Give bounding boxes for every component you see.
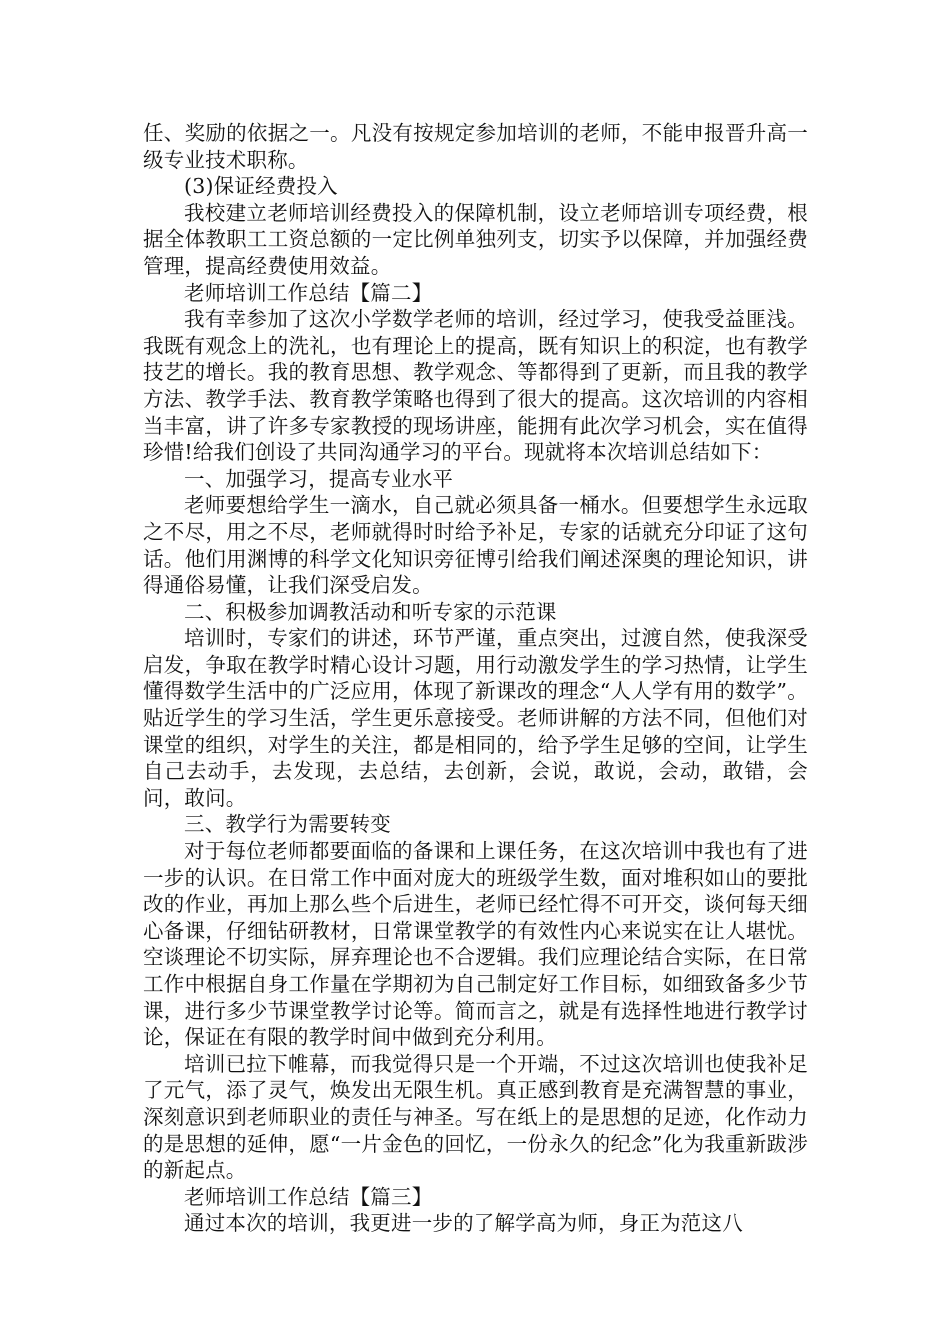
section-heading-three: 三、教学行为需要转变 (184, 812, 391, 837)
document-body (143, 120, 808, 1237)
paragraph-section-two: 培训时，专家们的讲述，环节严谨，重点突出，过渡自然，使我深受启发，争取在教学时精心设计习题，用行动激发学生的学习热情，让学生懂得数学生活中的广泛应用，体现了新课改的理念“人人学有用的数学”。贴近学生的学习生活，学生更乐意接受。老师讲解的方法不同，但他们对课堂的组织，对学生的关注，都是相同的，给予学生足够的空间，让学生自己去动手，去发现，去总结，去创新，会说，敢说，会动，敢错，会问，敢问。 (143, 626, 808, 810)
paragraph-conclusion: 培训已拉下帷幕，而我觉得只是一个开端，不过这次培训也使我补足了元气，添了灵气，焕发出无限生机。真正感到教育是充满智慧的事业，深刻意识到老师职业的责任与神圣。写在纸上的是思想的足迹，化作动力的是思想的延伸，愿“一片金色的回忆，一份永久的纪念”化为我重新跋涉的新起点。 (143, 1051, 808, 1183)
section-heading-two: 二、积极参加调教活动和听专家的示范课 (184, 599, 557, 624)
paragraph-part-three-start: 通过本次的培训，我更进一步的了解学高为师，身正为范这八 (184, 1211, 743, 1236)
section-heading-one: 一、加强学习，提高专业水平 (184, 466, 454, 491)
paragraph-section-one: 老师要想给学生一滴水，自己就必须具备一桶水。但要想学生永远取之不尽，用之不尽，老师就得时时给予补足，专家的话就充分印证了这句话。他们用渊博的科学文化知识旁征博引给我们阐述深奥的理论知识，讲得通俗易懂，让我们深受启发。 (143, 493, 808, 598)
paragraph-funding: 我校建立老师培训经费投入的保障机制，设立老师培训专项经费，根据全体教职工工资总额的一定比例单独列支，切实予以保障，并加强经费管理，提高经费使用效益。 (143, 200, 808, 278)
section-heading-funding: (3)保证经费投入 (184, 174, 338, 199)
paragraph-section-three: 对于每位老师都要面临的备课和上课任务，在这次培训中我也有了进一步的认识。在日常工作中面对庞大的班级学生数，面对堆积如山的要批改的作业，再加上那么些个后进生，老师已经忙得不可开交，谈何每天细心备课，仔细钻研教材，日常课堂教学的有效性内心来说实在让人堪忧。空谈理论不切实际，屏弃理论也不合逻辑。我们应理论结合实际，在日常工作中根据自身工作量在学期初为自己制定好工作目标，如细致备多少节课，进行多少节课堂教学讨论等。简而言之，就是有选择性地进行教学讨论，保证在有限的教学时间中做到充分利用。 (143, 839, 808, 1050)
paragraph-intro: 我有幸参加了这次小学数学老师的培训，经过学习，使我受益匪浅。我既有观念上的洗礼，也有理论上的提高，既有知识上的积淀，也有教学技艺的增长。我的教育思想、教学观念、等都得到了更新，而且我的教学方法、教学手法、教育教学策略也得到了很大的提高。这次培训的内容相当丰富，讲了许多专家教授的现场讲座，能拥有此次学习机会，实在值得珍惜!给我们创设了共同沟通学习的平台。现就将本次培训总结如下： (143, 307, 808, 465)
article-title-part-three: 老师培训工作总结【篇三】 (184, 1184, 433, 1209)
article-title-part-two: 老师培训工作总结【篇二】 (184, 280, 433, 305)
paragraph-continuation: 任、奖励的依据之一。凡没有按规定参加培训的老师，不能申报晋升高一级专业技术职称。 (143, 121, 808, 172)
